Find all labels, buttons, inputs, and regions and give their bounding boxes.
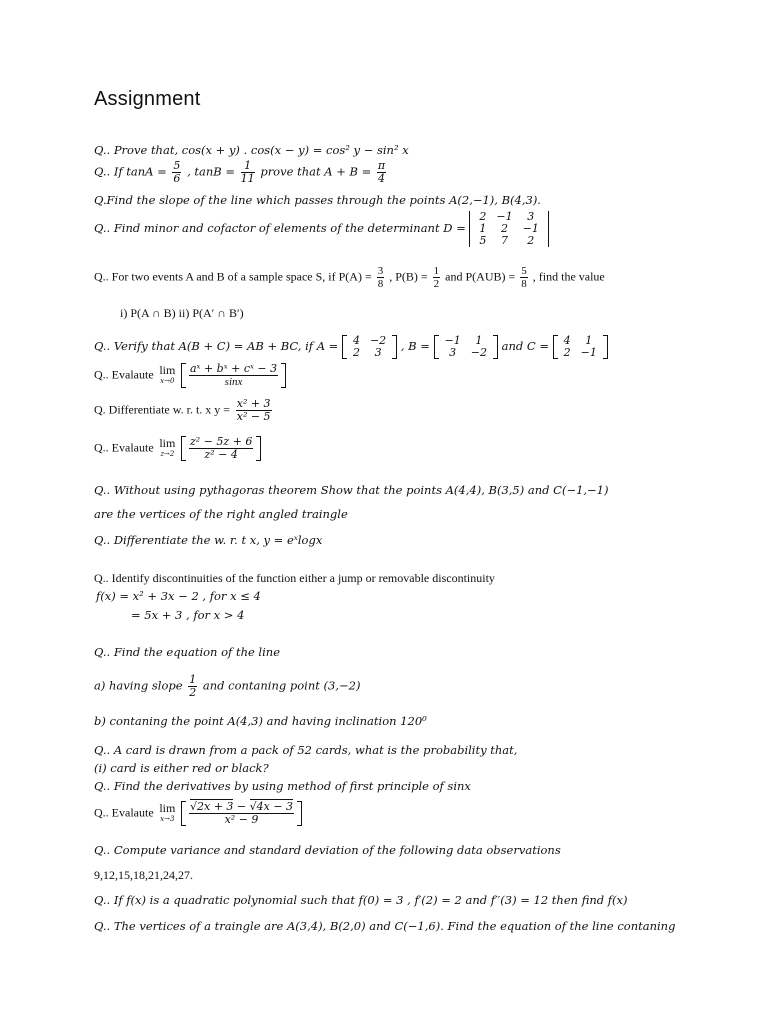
question-13-b: b) contaning the point A(4,3) and having inclination 120⁰ bbox=[94, 714, 427, 728]
question-9: Q.. Evalaute lim z→2 $\frac{\text{z² − 5z + 6}}{\text{z² − 4}}$ bbox=[94, 436, 261, 461]
question-19: Q.. The vertices of a traingle are A(3,4), B(2,0) and C(−1,6). Find the equation of the line contaning bbox=[94, 919, 676, 933]
matrix-cell: 2 bbox=[501, 222, 509, 235]
fraction: $\frac{\pi}{4}$ bbox=[377, 159, 386, 185]
question-2: Q.. If tanA = $\frac{5}{6}$ , tanB = $\frac{1}{11}$ prove that A + B = $\frac{\pi}{4}$ bbox=[94, 159, 386, 185]
matrix-cell: 3 bbox=[374, 346, 382, 359]
matrix-c bbox=[553, 335, 608, 359]
matrix-cell: 1 bbox=[585, 334, 593, 347]
matrix-a bbox=[342, 335, 397, 359]
matrix-cell: −1 bbox=[522, 222, 539, 235]
question-11: Q.. Differentiate the w. r. t x, y = eˣlogx bbox=[94, 533, 323, 547]
matrix-cell: 2 bbox=[479, 210, 487, 223]
question-4: Q.. Find minor and cofactor of elements of the determinant D = 2 −1 3 1 2 −1 5 7 2 bbox=[94, 211, 549, 247]
question-5-parts: i) P(A ∩ B) ii) P(A′ ∩ B′) bbox=[120, 306, 244, 320]
matrix-cell: 1 bbox=[475, 334, 483, 347]
question-14-part: (i) card is either red or black? bbox=[94, 761, 269, 775]
matrix-cell: −1 bbox=[444, 334, 461, 347]
question-13-a: a) having slope $\frac{1}{2}$ and contaning point (3,−2) bbox=[94, 673, 361, 699]
matrix-cell: 2 bbox=[563, 346, 571, 359]
determinant-matrix bbox=[469, 211, 548, 247]
question-1: Q.. Prove that, cos(x + y) . cos(x − y) = cos² y − sin² x bbox=[94, 143, 409, 157]
matrix-cell: 4 bbox=[563, 334, 571, 347]
question-5: Q.. For two events A and B of a sample space S, if P(A) = $\frac{3}{8}$ , P(B) = $\frac{1}{2}$ and P(AUB) = $\frac{5}{8}$ , find the value bbox=[94, 265, 605, 290]
question-10-cont: are the vertices of the right angled traingle bbox=[94, 507, 348, 521]
page-title: Assignment bbox=[94, 88, 201, 110]
question-17-data: 9,12,15,18,21,24,27. bbox=[94, 868, 193, 882]
question-13: Q.. Find the equation of the line bbox=[94, 645, 280, 659]
matrix-cell: −2 bbox=[470, 346, 487, 359]
matrix-cell: 3 bbox=[449, 346, 457, 359]
question-18: Q.. If f(x) is a quadratic polynomial such that f(0) = 3 , f′(2) = 2 and f′′(3) = 12 then find f(x) bbox=[94, 893, 628, 907]
question-16: Q.. Evalaute lim x→3 $\frac{√2x + 3 - √4x - 3}{\text{x² − 9}}$ bbox=[94, 801, 302, 826]
fraction: $\frac{5}{6}$ bbox=[173, 159, 181, 185]
matrix-cell: 4 bbox=[352, 334, 360, 347]
question-17: Q.. Compute variance and standard deviation of the following data observations bbox=[94, 843, 561, 857]
question-10: Q.. Without using pythagoras theorem Show that the points A(4,4), B(3,5) and C(−1,−1) bbox=[94, 483, 609, 497]
matrix-cell: 1 bbox=[479, 222, 487, 235]
matrix-b bbox=[434, 335, 498, 359]
matrix-cell: −1 bbox=[496, 210, 513, 223]
question-12: Q.. Identify discontinuities of the function either a jump or removable discontinuity bbox=[94, 571, 495, 585]
matrix-cell: 5 bbox=[479, 234, 487, 247]
matrix-cell: 2 bbox=[352, 346, 360, 359]
question-15: Q.. Find the derivatives by using method of first principle of sinx bbox=[94, 779, 471, 793]
question-3: Q.Find the slope of the line which passes through the points A(2,−1), B(4,3). bbox=[94, 193, 541, 207]
matrix-cell: 3 bbox=[527, 210, 535, 223]
matrix-cell: −2 bbox=[369, 334, 387, 347]
question-14: Q.. A card is drawn from a pack of 52 cards, what is the probability that, bbox=[94, 743, 518, 757]
question-6: Q.. Verify that A(B + C) = AB + BC, if A = 4 −2 2 3 , B = −1 1 3 −2 and C = 4 1 2 −1 bbox=[94, 335, 608, 359]
question-7: Q.. Evalaute lim x→0 $\frac{\text{aˣ + bˣ + cˣ − 3}}{\sin x}$ bbox=[94, 363, 286, 388]
matrix-cell: −1 bbox=[580, 346, 597, 359]
question-12-case-1: f(x) = x² + 3x − 2 , for x ≤ 4 bbox=[96, 589, 261, 603]
matrix-cell: 7 bbox=[501, 234, 509, 247]
fraction: $\frac{1}{11}$ bbox=[240, 159, 255, 185]
question-12-case-2: = 5x + 3 , for x > 4 bbox=[131, 608, 245, 622]
question-8: Q. Differentiate w. r. t. x y = $\frac{\text{x² + 3}}{\text{x² − 5}}$ bbox=[94, 397, 271, 423]
matrix-cell: 2 bbox=[527, 234, 535, 247]
